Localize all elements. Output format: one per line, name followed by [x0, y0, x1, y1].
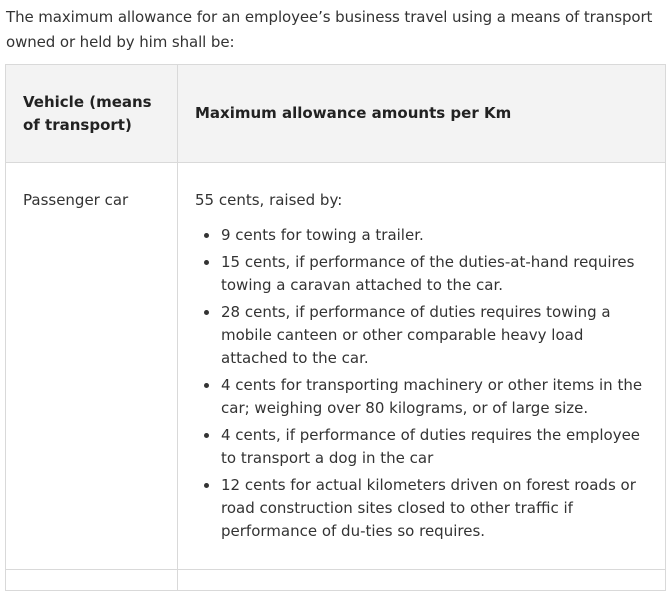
allowance-table — [5, 64, 666, 591]
list-item: 15 cents, if performance of the duties-at-hand requires towing a caravan attached to the car. — [221, 251, 649, 297]
list-item: 9 cents for towing a trailer. — [221, 224, 649, 247]
intro-paragraph: The maximum allowance for an employee’s business travel using a means of transport owned or held by him shall be: — [6, 8, 653, 51]
allowance-list — [195, 224, 649, 543]
list-item: 4 cents for transporting machinery or other items in the car; weighing over 80 kilograms, or of large size. — [221, 374, 649, 420]
list-item: 28 cents, if performance of duties requires towing a mobile canteen or other comparable heavy load attached to the car. — [221, 301, 649, 370]
table-row — [6, 570, 666, 591]
header-allowance: Maximum allowance amounts per Km — [178, 65, 666, 163]
list-item: 12 cents for actual kilometers driven on forest roads or road construction sites closed to other traffic if performance of du-ties so requires. — [221, 474, 649, 543]
cell-empty — [6, 570, 178, 591]
table-row — [6, 163, 666, 570]
allowance-lead-text: 55 cents, raised by: — [195, 191, 343, 209]
cell-vehicle: Passenger car — [6, 163, 178, 570]
cell-empty — [178, 570, 666, 591]
table-header-row — [6, 65, 666, 163]
list-item: 4 cents, if performance of duties requires the employee to transport a dog in the car — [221, 424, 649, 470]
cell-allowance — [178, 163, 666, 570]
header-vehicle: Vehicle (means of transport) — [6, 65, 178, 163]
